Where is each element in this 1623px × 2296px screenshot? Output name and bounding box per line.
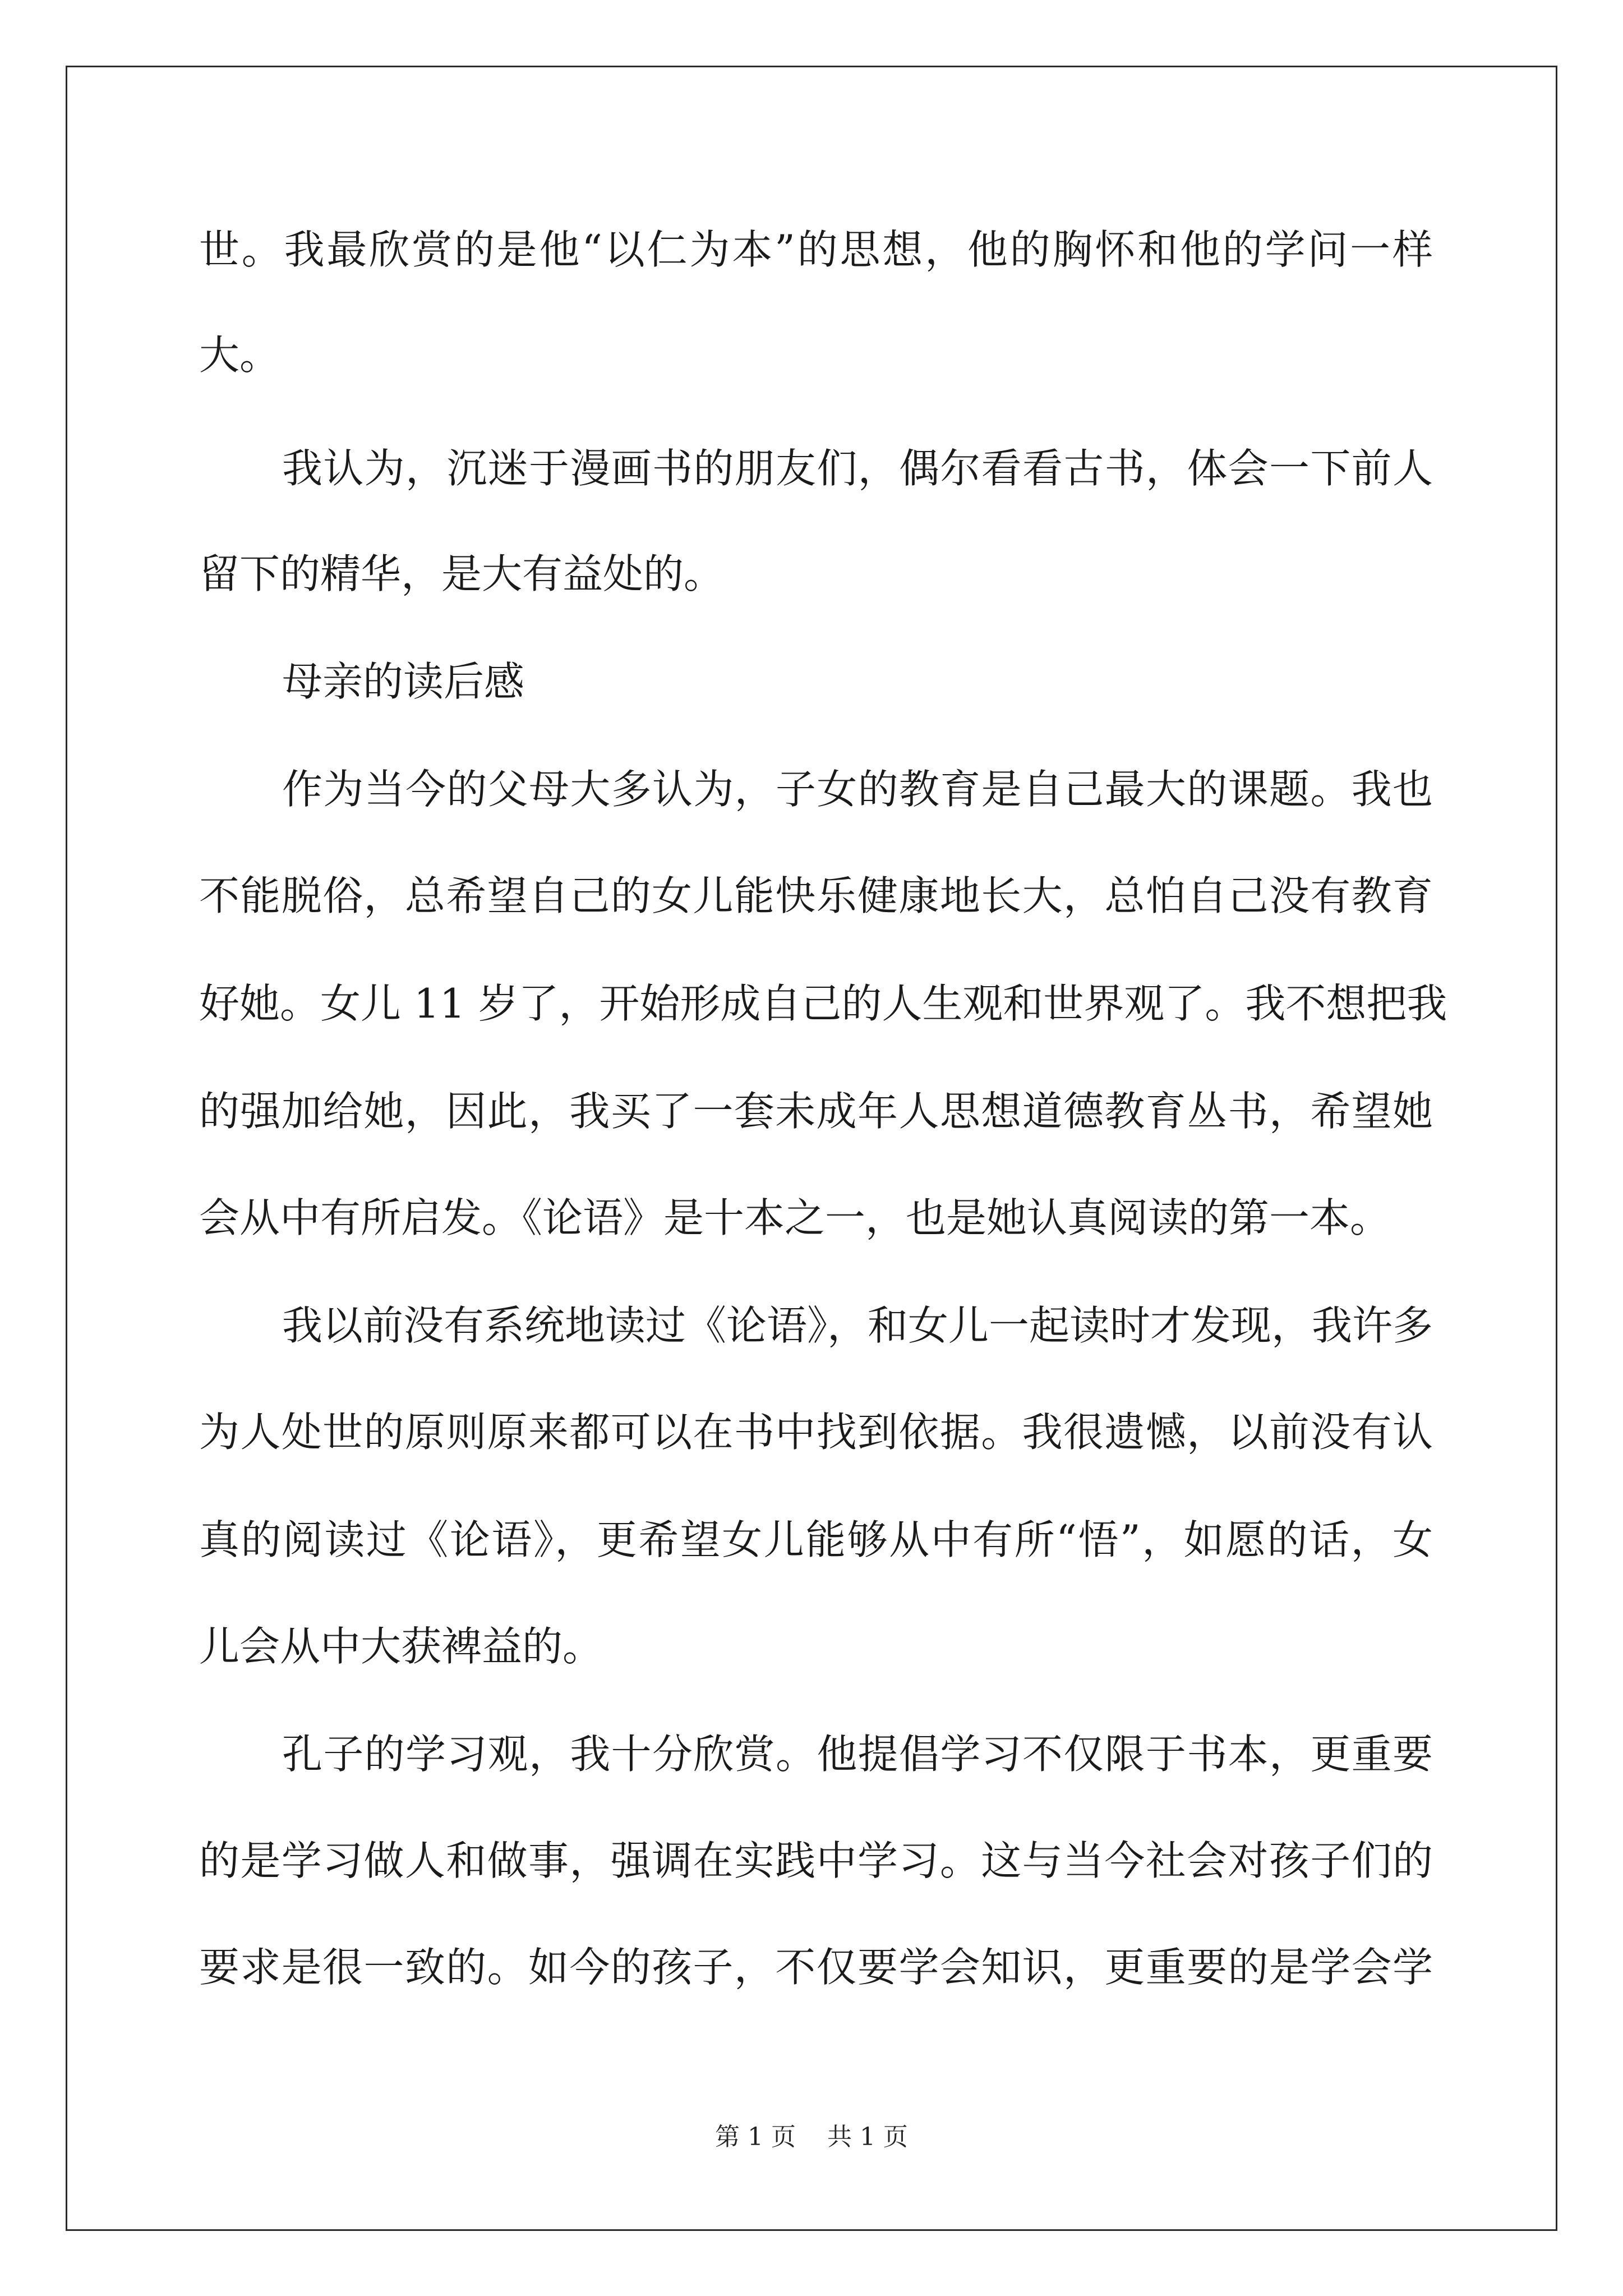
text-line: 我以前没有系统地读过《论语》，和女儿一起读时才发现，我许多 xyxy=(282,1302,1433,1349)
text-line: 会从中有所启发。《论语》是十本之一，也是她认真阅读的第一本。 xyxy=(199,1194,1391,1241)
text-line: 儿会从中大获裨益的。 xyxy=(199,1623,603,1670)
text-line: 留下的精华，是大有益处的。 xyxy=(199,550,725,597)
page-border xyxy=(66,66,1557,2231)
text-line: 作为当今的父母大多认为，子女的教育是自己最大的课题。我也 xyxy=(282,766,1433,813)
text-line: 的强加给她，因此，我买了一套未成年人思想道德教育丛书，希望她 xyxy=(199,1088,1433,1135)
text-line: 的是学习做人和做事，强调在实践中学习。这与当今社会对孩子们的 xyxy=(199,1837,1433,1884)
page-number-footer: 第 1 页 共 1 页 xyxy=(715,2123,908,2151)
text-line: 不能脱俗，总希望自己的女儿能快乐健康地长大，总怕自己没有教育 xyxy=(199,872,1433,919)
text-line: 好她。女儿 11 岁了，开始形成自己的人生观和世界观了。我不想把我 xyxy=(199,980,1447,1027)
text-line: 世。我最欣赏的是他“以仁为本”的思想，他的胸怀和他的学问一样 xyxy=(199,226,1433,273)
text-line: 孔子的学习观，我十分欣赏。他提倡学习不仅限于书本，更重要 xyxy=(282,1731,1433,1778)
text-line: 为人处世的原则原来都可以在书中找到依据。我很遗憾，以前没有认 xyxy=(199,1409,1433,1456)
text-line: 真的阅读过《论语》，更希望女儿能够从中有所“悟”，如愿的话，女 xyxy=(199,1516,1433,1563)
text-line: 大。 xyxy=(199,332,280,379)
section-heading: 母亲的读后感 xyxy=(282,658,525,705)
text-line: 要求是很一致的。如今的孩子，不仅要学会知识，更重要的是学会学 xyxy=(199,1944,1433,1991)
text-line: 我认为，沉迷于漫画书的朋友们，偶尔看看古书，体会一下前人 xyxy=(282,445,1433,492)
